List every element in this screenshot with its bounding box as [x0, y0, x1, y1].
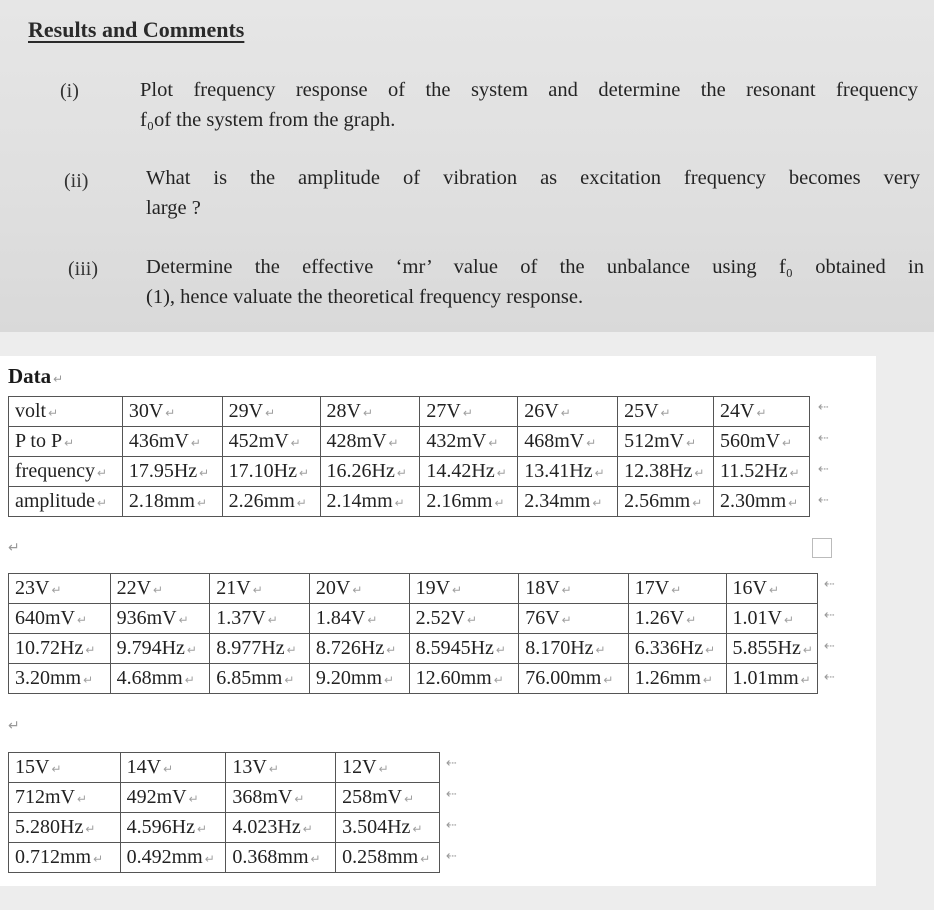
end-of-cell-mark-icon: ↵: [83, 673, 94, 687]
cell-value: 4.68mm: [116, 667, 183, 689]
end-of-cell-mark-icon: ↵: [789, 466, 800, 480]
cell-value: 468mV: [524, 430, 585, 452]
end-of-cell-mark-icon: ↵: [592, 496, 603, 510]
cell-value: 0.712mm: [15, 846, 92, 868]
end-of-cell-mark-icon: ↵: [495, 643, 506, 657]
end-of-cell-mark-icon: ↵: [163, 762, 174, 776]
question-1-line-2: f₀of the system from the graph.: [140, 109, 396, 131]
question-number-2: (ii): [64, 170, 89, 192]
cell-value: 14.42Hz: [426, 460, 495, 482]
table-cell: [210, 574, 310, 604]
cell-value: 17V: [634, 577, 670, 599]
end-of-cell-mark-icon: ↵: [188, 792, 199, 806]
end-of-cell-mark-icon: ↵: [394, 496, 405, 510]
table-cell: [9, 813, 121, 843]
end-of-cell-mark-icon: ↵: [396, 466, 407, 480]
cell-value: 20V: [315, 577, 351, 599]
table-cell: [618, 427, 714, 457]
end-of-cell-mark-icon: ↵: [186, 643, 197, 657]
cell-value: 6.85mm: [216, 667, 283, 689]
end-of-cell-mark-icon: ↵: [694, 466, 705, 480]
question-1-line-1: Plot frequency response of the system and determine the resonant frequency: [140, 79, 918, 101]
cell-value: 492mV: [126, 786, 187, 808]
table-cell: [714, 397, 810, 427]
end-of-cell-mark-icon: ↵: [388, 436, 399, 450]
table-cell: [226, 843, 336, 873]
table-row: [9, 604, 818, 634]
table-cell: [309, 574, 409, 604]
table-cell: [9, 753, 121, 783]
table-cell: [320, 487, 420, 517]
cell-value: 11.52Hz: [720, 460, 788, 482]
table-cell: [519, 664, 629, 694]
end-of-cell-mark-icon: ↵: [756, 406, 767, 420]
cell-value: 2.52V: [415, 607, 466, 629]
end-of-cell-mark-icon: ↵: [462, 406, 473, 420]
paragraph-mark-icon: ↵: [8, 718, 20, 734]
end-of-cell-mark-icon: ↵: [362, 406, 374, 420]
end-of-cell-mark-icon: ↵: [386, 643, 397, 657]
question-text-2: [146, 163, 920, 223]
cell-value: P to P: [15, 430, 63, 452]
table-cell: [714, 457, 810, 487]
table-cell: [409, 574, 519, 604]
table-cell: [222, 427, 320, 457]
checkbox[interactable]: [812, 538, 832, 558]
table-cell: [122, 457, 222, 487]
cell-value: amplitude: [15, 490, 95, 512]
cell-value: 21V: [216, 577, 251, 599]
end-of-cell-mark-icon: ↵: [296, 496, 307, 510]
question-3-line-2: (1), hence valuate the theoretical frequency response.: [146, 286, 584, 308]
cell-value: 2.30mm: [720, 490, 787, 512]
cell-value: 3.20mm: [15, 667, 82, 689]
end-of-cell-mark-icon: ↵: [671, 583, 682, 597]
section-heading: Results and Comments: [28, 17, 245, 42]
table-cell: [628, 664, 726, 694]
cell-value: 2.18mm: [128, 490, 195, 512]
cell-value: 19V: [415, 577, 451, 599]
table-cell: [110, 634, 210, 664]
paragraph-mark-icon: ↵: [53, 372, 64, 386]
cell-value: 9.794Hz: [116, 637, 185, 659]
end-of-cell-mark-icon: ↵: [420, 852, 431, 866]
table-cell: [120, 813, 226, 843]
end-of-cell-mark-icon: ↵: [412, 822, 423, 836]
table-cell: [226, 813, 336, 843]
end-of-cell-mark-icon: ↵: [802, 643, 813, 657]
cell-value: 452mV: [228, 430, 289, 452]
cell-value: 2.26mm: [228, 490, 295, 512]
cell-value: 1.37V: [216, 607, 266, 629]
end-of-row-mark-icon: ⇠: [818, 462, 829, 477]
end-of-cell-mark-icon: ↵: [788, 496, 799, 510]
table-cell: [409, 634, 519, 664]
table-row: [9, 457, 810, 487]
table-cell: [518, 397, 618, 427]
cell-value: 26V: [524, 400, 559, 422]
end-of-cell-mark-icon: ↵: [267, 613, 278, 627]
cell-value: 29V: [228, 400, 264, 422]
end-of-cell-mark-icon: ↵: [800, 673, 811, 687]
cell-value: 25V: [624, 400, 659, 422]
table-cell: [618, 487, 714, 517]
end-of-cell-mark-icon: ↵: [190, 436, 201, 450]
end-of-cell-mark-icon: ↵: [64, 436, 75, 450]
end-of-cell-mark-icon: ↵: [165, 406, 176, 420]
end-of-row-mark-icon: ⇠: [446, 756, 457, 771]
end-of-cell-mark-icon: ↵: [494, 496, 505, 510]
table-cell: [9, 427, 123, 457]
cell-value: 436mV: [128, 430, 189, 452]
end-of-cell-mark-icon: ↵: [51, 762, 62, 776]
table-cell: [409, 664, 519, 694]
table-cell: [222, 457, 320, 487]
table-cell: [336, 753, 440, 783]
table-cell: [420, 397, 518, 427]
table-cell: [714, 487, 810, 517]
end-of-row-mark-icon: ⇠: [446, 849, 457, 864]
table-cell: [320, 427, 420, 457]
cell-value: 24V: [720, 400, 755, 422]
table-cell: [120, 753, 226, 783]
table-cell: [518, 427, 618, 457]
table-cell: [726, 604, 817, 634]
end-of-cell-mark-icon: ↵: [286, 643, 297, 657]
end-of-cell-mark-icon: ↵: [265, 406, 276, 420]
table-cell: [210, 634, 310, 664]
table-cell: [618, 457, 714, 487]
end-of-cell-mark-icon: ↵: [586, 436, 597, 450]
cell-value: 4.023Hz: [232, 816, 301, 838]
cell-value: 0.492mm: [126, 846, 203, 868]
table-cell: [714, 427, 810, 457]
cell-value: 428mV: [326, 430, 387, 452]
table-row: [9, 427, 810, 457]
end-of-cell-mark-icon: ↵: [686, 613, 697, 627]
question-text-3: [146, 252, 924, 312]
table-cell: [628, 574, 726, 604]
cell-value: 512mV: [624, 430, 685, 452]
table-cell: [336, 783, 440, 813]
cell-value: 17.95Hz: [128, 460, 198, 482]
table-row: [9, 783, 440, 813]
table-cell: [336, 813, 440, 843]
cell-value: 76.00mm: [525, 667, 602, 689]
cell-value: 12.60mm: [415, 667, 492, 689]
table-cell: [726, 574, 817, 604]
end-of-cell-mark-icon: ↵: [51, 583, 62, 597]
end-of-cell-mark-icon: ↵: [204, 852, 215, 866]
table-cell: [9, 604, 111, 634]
end-of-cell-mark-icon: ↵: [196, 822, 208, 836]
cell-value: 8.726Hz: [315, 637, 385, 659]
end-of-cell-mark-icon: ↵: [184, 673, 195, 687]
cell-value: 30V: [128, 400, 164, 422]
cell-value: 0.368mm: [232, 846, 309, 868]
table-row: [9, 397, 810, 427]
table-cell: [320, 397, 420, 427]
table-row: [9, 487, 810, 517]
cell-value: 0.258mm: [342, 846, 419, 868]
table-cell: [210, 604, 310, 634]
cell-value: 28V: [326, 400, 361, 422]
question-number-1: (i): [60, 80, 79, 102]
cell-value: 560mV: [720, 430, 781, 452]
cell-value: 5.280Hz: [15, 816, 84, 838]
cell-value: 1.26V: [634, 607, 685, 629]
cell-value: volt: [15, 400, 47, 422]
table-row: [9, 634, 818, 664]
data-heading: [8, 364, 63, 389]
end-of-row-mark-icon: ⇠: [824, 639, 835, 654]
end-of-cell-mark-icon: ↵: [196, 496, 207, 510]
table-row: [9, 843, 440, 873]
cell-value: 15V: [15, 756, 50, 778]
cell-value: 76V: [525, 607, 560, 629]
end-of-row-mark-icon: ⇠: [446, 818, 457, 833]
end-of-cell-mark-icon: ↵: [352, 583, 363, 597]
table-cell: [222, 397, 320, 427]
end-of-cell-mark-icon: ↵: [77, 613, 88, 627]
cell-value: 640mV: [15, 607, 75, 629]
table-cell: [309, 664, 409, 694]
cell-value: 5.855Hz: [732, 637, 801, 659]
end-of-cell-mark-icon: ↵: [705, 643, 716, 657]
table-cell: [519, 634, 629, 664]
end-of-cell-mark-icon: ↵: [77, 792, 88, 806]
table-row: [9, 813, 440, 843]
table-cell: [9, 783, 121, 813]
table-cell: [9, 487, 123, 517]
table-cell: [9, 843, 121, 873]
end-of-cell-mark-icon: ↵: [404, 792, 415, 806]
end-of-cell-mark-icon: ↵: [294, 792, 305, 806]
end-of-row-mark-icon: ⇠: [824, 608, 835, 623]
table-cell: [628, 604, 726, 634]
end-of-cell-mark-icon: ↵: [493, 673, 504, 687]
end-of-cell-mark-icon: ↵: [692, 496, 703, 510]
table-cell: [518, 487, 618, 517]
end-of-cell-mark-icon: ↵: [378, 762, 389, 776]
cell-value: 2.56mm: [624, 490, 691, 512]
cell-value: 258mV: [342, 786, 403, 808]
question-2-line-2: large ?: [146, 197, 201, 219]
cell-value: 27V: [426, 400, 461, 422]
table-cell: [222, 487, 320, 517]
end-of-cell-mark-icon: ↵: [153, 583, 164, 597]
end-of-cell-mark-icon: ↵: [85, 643, 96, 657]
table-cell: [519, 574, 629, 604]
table-row: [9, 664, 818, 694]
question-text-1: [140, 75, 918, 135]
table-cell: [519, 604, 629, 634]
cell-value: 8.5945Hz: [415, 637, 494, 659]
table-cell: [110, 574, 210, 604]
end-of-cell-mark-icon: ↵: [660, 406, 671, 420]
end-of-cell-mark-icon: ↵: [561, 583, 572, 597]
end-of-cell-mark-icon: ↵: [96, 496, 108, 510]
end-of-row-mark-icon: ⇠: [818, 431, 829, 446]
end-of-cell-mark-icon: ↵: [768, 583, 780, 597]
data-table-1: [8, 396, 810, 517]
end-of-cell-mark-icon: ↵: [496, 466, 507, 480]
table-cell: [9, 664, 111, 694]
table-row: [9, 574, 818, 604]
cell-value: 14V: [126, 756, 162, 778]
cell-value: 368mV: [232, 786, 293, 808]
end-of-cell-mark-icon: ↵: [782, 436, 793, 450]
table-cell: [420, 487, 518, 517]
table-cell: [320, 457, 420, 487]
cell-value: 4.596Hz: [126, 816, 195, 838]
cell-value: 1.01V: [732, 607, 782, 629]
cell-value: 23V: [15, 577, 50, 599]
end-of-cell-mark-icon: ↵: [96, 466, 108, 480]
cell-value: frequency: [15, 460, 95, 482]
question-3-line-1: Determine the effective ‘mr’ value of the unbalance using f₀ obtained in: [146, 256, 924, 278]
table-cell: [9, 397, 123, 427]
end-of-cell-mark-icon: ↵: [310, 852, 321, 866]
end-of-cell-mark-icon: ↵: [178, 613, 189, 627]
table-cell: [9, 574, 111, 604]
cell-value: 22V: [116, 577, 152, 599]
cell-value: 712mV: [15, 786, 75, 808]
cell-value: 1.26mm: [634, 667, 701, 689]
table-cell: [9, 634, 111, 664]
cell-value: 9.20mm: [315, 667, 383, 689]
data-heading-text: Data: [8, 364, 52, 388]
cell-value: 6.336Hz: [634, 637, 704, 659]
cell-value: 12V: [342, 756, 377, 778]
table-cell: [120, 843, 226, 873]
end-of-cell-mark-icon: ↵: [561, 613, 572, 627]
end-of-cell-mark-icon: ↵: [290, 436, 301, 450]
end-of-cell-mark-icon: ↵: [467, 613, 478, 627]
cell-value: 1.84V: [315, 607, 366, 629]
cell-value: 13.41Hz: [524, 460, 593, 482]
cell-value: 2.34mm: [524, 490, 591, 512]
table-cell: [420, 427, 518, 457]
cell-value: 1.01mm: [732, 667, 799, 689]
end-of-row-mark-icon: ⇠: [818, 493, 829, 508]
table-cell: [309, 604, 409, 634]
end-of-cell-mark-icon: ↵: [93, 852, 104, 866]
cell-value: 16.26Hz: [326, 460, 395, 482]
end-of-cell-mark-icon: ↵: [594, 466, 605, 480]
cell-value: 17.10Hz: [228, 460, 297, 482]
cell-value: 10.72Hz: [15, 637, 84, 659]
data-table-2: [8, 573, 818, 694]
cell-value: 18V: [525, 577, 560, 599]
end-of-cell-mark-icon: ↵: [298, 466, 310, 480]
end-of-cell-mark-icon: ↵: [252, 583, 263, 597]
cell-value: 3.504Hz: [342, 816, 411, 838]
end-of-cell-mark-icon: ↵: [452, 583, 463, 597]
end-of-cell-mark-icon: ↵: [783, 613, 795, 627]
table-cell: [726, 634, 817, 664]
end-of-cell-mark-icon: ↵: [48, 406, 59, 420]
data-table-3: [8, 752, 440, 873]
end-of-row-mark-icon: ⇠: [446, 787, 457, 802]
end-of-row-mark-icon: ⇠: [824, 670, 835, 685]
cell-value: 8.977Hz: [216, 637, 285, 659]
table-cell: [309, 634, 409, 664]
cell-value: 936mV: [116, 607, 177, 629]
end-of-cell-mark-icon: ↵: [603, 673, 614, 687]
end-of-cell-mark-icon: ↵: [199, 466, 210, 480]
cell-value: 13V: [232, 756, 267, 778]
table-cell: [110, 664, 210, 694]
table-cell: [9, 457, 123, 487]
table-cell: [628, 634, 726, 664]
table-cell: [226, 783, 336, 813]
table-cell: [122, 397, 222, 427]
table-cell: [122, 427, 222, 457]
table-cell: [409, 604, 519, 634]
question-number-3: (iii): [68, 258, 98, 280]
cell-value: 12.38Hz: [624, 460, 693, 482]
end-of-cell-mark-icon: ↵: [284, 673, 295, 687]
end-of-cell-mark-icon: ↵: [686, 436, 697, 450]
table-cell: [420, 457, 518, 487]
end-of-cell-mark-icon: ↵: [560, 406, 571, 420]
table-cell: [618, 397, 714, 427]
table-cell: [120, 783, 226, 813]
end-of-cell-mark-icon: ↵: [367, 613, 378, 627]
table-cell: [110, 604, 210, 634]
end-of-row-mark-icon: ⇠: [824, 577, 835, 592]
cell-value: 8.170Hz: [525, 637, 594, 659]
cell-value: 432mV: [426, 430, 487, 452]
table-cell: [210, 664, 310, 694]
end-of-row-mark-icon: ⇠: [818, 400, 829, 415]
end-of-cell-mark-icon: ↵: [595, 643, 606, 657]
table-row: [9, 753, 440, 783]
question-2-line-1: What is the amplitude of vibration as excitation frequency becomes very: [146, 167, 920, 189]
end-of-cell-mark-icon: ↵: [302, 822, 313, 836]
paragraph-mark-icon: ↵: [8, 540, 20, 556]
table-cell: [518, 457, 618, 487]
end-of-cell-mark-icon: ↵: [85, 822, 96, 836]
table-cell: [726, 664, 817, 694]
table-cell: [122, 487, 222, 517]
end-of-cell-mark-icon: ↵: [702, 673, 713, 687]
table-cell: [336, 843, 440, 873]
table-cell: [226, 753, 336, 783]
end-of-cell-mark-icon: ↵: [488, 436, 499, 450]
cell-value: 2.14mm: [326, 490, 393, 512]
cell-value: 2.16mm: [426, 490, 493, 512]
end-of-cell-mark-icon: ↵: [268, 762, 279, 776]
end-of-cell-mark-icon: ↵: [384, 673, 395, 687]
cell-value: 16V: [732, 577, 767, 599]
